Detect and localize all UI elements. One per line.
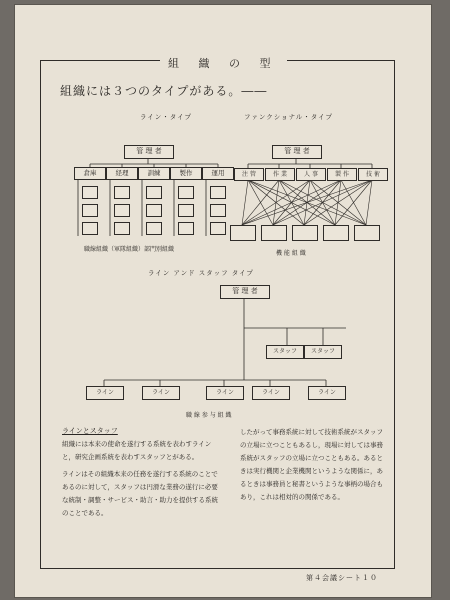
sub-unit-box — [146, 204, 162, 217]
sub-unit-box — [178, 222, 194, 235]
worker-box — [292, 225, 318, 241]
department-box: 訓練 — [138, 167, 170, 180]
sub-unit-box — [210, 186, 226, 199]
sub-unit-box — [146, 222, 162, 235]
section-heading: 組織には３つのタイプがある。―― — [60, 84, 268, 98]
department-box: 経理 — [106, 167, 138, 180]
body-subhead: ラインとスタッフ — [62, 427, 118, 435]
function-box: 人 事 — [296, 168, 326, 181]
page-title: 組 織 の 型 — [160, 55, 287, 71]
sub-unit-box — [178, 204, 194, 217]
department-box: 運用 — [202, 167, 234, 180]
line-staff-type-label: ライン アンド スタッフ タイプ — [148, 269, 254, 277]
department-box: 倉庫 — [74, 167, 106, 180]
department-box: 製作 — [170, 167, 202, 180]
line-unit-box: ライン — [142, 386, 180, 400]
function-box: 作 業 — [265, 168, 295, 181]
functional-type-label: ファンクショナル・タイプ — [244, 113, 333, 121]
sub-unit-box — [210, 222, 226, 235]
line-type-caption: 職線組織（軍隊組織）部門別組織 — [84, 246, 175, 253]
line-unit-box: ライン — [308, 386, 346, 400]
line-unit-box: ライン — [206, 386, 244, 400]
page-footer: 第４会議シート１０ — [306, 574, 378, 582]
worker-box — [323, 225, 349, 241]
line-unit-box: ライン — [252, 386, 290, 400]
worker-box — [354, 225, 380, 241]
sub-unit-box — [114, 204, 130, 217]
staff-box-1: スタッフ — [266, 345, 304, 359]
sub-unit-box — [178, 186, 194, 199]
function-box: 製 作 — [327, 168, 357, 181]
function-box: 技 術 — [358, 168, 388, 181]
functional-type-caption: 機 能 組 織 — [276, 250, 306, 257]
left-column-text — [62, 438, 224, 524]
left-paragraph-2: ラインはその組織本来の任務を遂行する系統のことであるのに対して，スタッフは円滑な業務の遂行に必要な統制・調整・サービス・助言・助力を提供する系統のことである。 — [62, 470, 218, 517]
sub-unit-box — [82, 186, 98, 199]
sub-unit-box — [114, 186, 130, 199]
function-box: 注 管 — [234, 168, 264, 181]
left-paragraph-1: 組織には本来の使命を遂行する系統を表わすラインと，研究企画系統を表わすスタッフとがある。 — [62, 440, 212, 461]
sub-unit-box — [114, 222, 130, 235]
line-type-label: ライン・タイプ — [140, 113, 192, 121]
sub-unit-box — [146, 186, 162, 199]
sub-unit-box — [210, 204, 226, 217]
line-staff-caption: 職 線 参 与 組 織 — [186, 412, 232, 419]
right-column-text — [240, 426, 388, 508]
worker-box — [230, 225, 256, 241]
line-type-manager-box: 管 理 者 — [124, 145, 174, 159]
line-staff-manager-box: 管 理 者 — [220, 285, 270, 299]
line-unit-box: ライン — [86, 386, 124, 400]
staff-box-2: スタッフ — [304, 345, 342, 359]
functional-type-manager-box: 管 理 者 — [272, 145, 322, 159]
worker-box — [261, 225, 287, 241]
sub-unit-box — [82, 222, 98, 235]
right-paragraph-1: したがって事務系統に対して技術系統がスタッフの立場に立つこともあるし，現場に対しては事務系統がスタッフの立場に立つこともある。あるときは実行機関と企業機関というような関係に，あるときは事務員と秘書というような事柄の場合もあり，これは相対的の関係である。 — [240, 428, 383, 501]
sub-unit-box — [82, 204, 98, 217]
